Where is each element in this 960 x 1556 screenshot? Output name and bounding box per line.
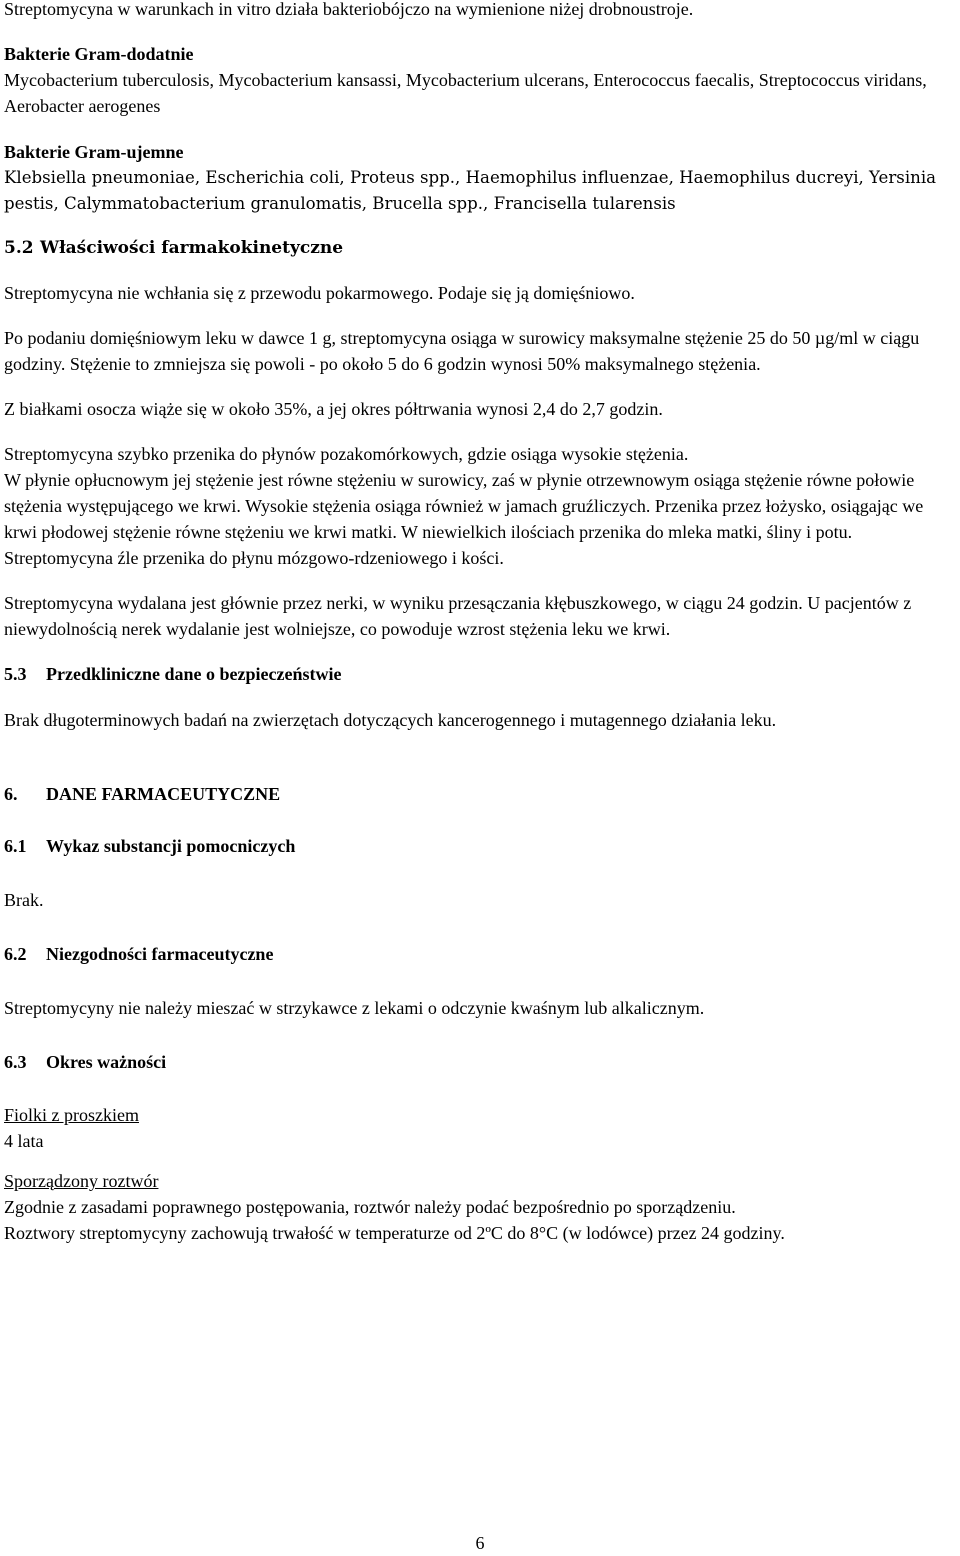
section-5-3-number: 5.3 bbox=[4, 664, 27, 684]
solution-line-2: Roztwory streptomycyny zachowują trwałość w temperaturze od 2ºC do 8°C (w lodówce) przez 24 godziny. bbox=[4, 1223, 785, 1243]
section-6-heading bbox=[4, 781, 956, 807]
intro-paragraph: Streptomycyna w warunkach in vitro działa bakteriobójczo na wymienione niżej drobnoustroje. bbox=[4, 0, 694, 19]
vials-shelf-life-block bbox=[4, 1102, 956, 1154]
section-5-3-title: Przedkliniczne dane o bezpieczeństwie bbox=[46, 664, 342, 684]
section-6-number: 6. bbox=[4, 784, 18, 804]
solution-shelf-life-block bbox=[4, 1168, 956, 1246]
section-6-2-title: Niezgodności farmaceutyczne bbox=[46, 944, 274, 964]
serum-concentration-paragraph: Po podaniu domięśniowym leku w dawce 1 g, streptomycyna osiąga w surowicy maksymalne stężenie 25 do 50 µg/ml w ciągu godziny. Stężenie to zmniejsza się powoli - po około 5 do 6 godzin wynosi 50% maksymalnego stężenia. bbox=[4, 328, 920, 374]
section-6-3-heading bbox=[4, 1049, 956, 1075]
section-6-3-title: Okres ważności bbox=[46, 1052, 167, 1072]
gram-positive-list: Mycobacterium tuberculosis, Mycobacterium kansassi, Mycobacterium ulcerans, Enterococcus faecalis, Streptococcus viridans, Aerobacter aerogenes bbox=[4, 70, 927, 116]
solution-line-1: Zgodnie z zasadami poprawnego postępowania, roztwór należy podać bezpośrednio po sporządzeniu. bbox=[4, 1197, 736, 1217]
section-6-2-heading bbox=[4, 941, 956, 967]
section-6-2-number: 6.2 bbox=[4, 944, 27, 964]
gram-positive-block bbox=[4, 41, 956, 119]
section-6-1-title: Wykaz substancji pomocniczych bbox=[46, 836, 296, 856]
section-5-2-title: Właściwości farmakokinetyczne bbox=[40, 238, 344, 258]
section-6-3-number: 6.3 bbox=[4, 1052, 27, 1072]
distribution-paragraph: W płynie opłucnowym jej stężenie jest równe stężeniu w surowicy, zaś w płynie otrzewnowym osiąga stężenie równe połowie stężenia występującego we krwi. Wysokie stężenia osiąga również w jamach gruźliczych. Przenika przez łożysko, osiągając we krwi płodowej stężenie równe stężeniu we krwi matki. W niewielkich ilościach przenika do mleka matki, śliny i potu. Streptomycyna źle przenika do płynu mózgowo-rdzeniowego i kości. bbox=[4, 470, 924, 568]
section-6-title: DANE FARMACEUTYCZNE bbox=[46, 784, 281, 804]
section-5-2-heading bbox=[4, 235, 956, 261]
solution-label: Sporządzony roztwór bbox=[4, 1171, 159, 1191]
protein-binding-paragraph: Z białkami osocza wiąże się w około 35%, a jej okres półtrwania wynosi 2,4 do 2,7 godzin. bbox=[4, 399, 663, 419]
gram-negative-block bbox=[4, 139, 956, 217]
section-6-1-number: 6.1 bbox=[4, 836, 27, 856]
distribution-paragraph-lead: Streptomycyna szybko przenika do płynów pozakomórkowych, gdzie osiąga wysokie stężenia. bbox=[4, 444, 689, 464]
absorption-paragraph: Streptomycyna nie wchłania się z przewodu pokarmowego. Podaje się ją domięśniowo. bbox=[4, 283, 635, 303]
gram-negative-heading: Bakterie Gram-ujemne bbox=[4, 142, 184, 162]
section-5-2-number: 5.2 bbox=[4, 238, 34, 258]
section-6-1-heading bbox=[4, 833, 956, 859]
excipients-text: Brak. bbox=[4, 890, 44, 910]
section-5-3-heading bbox=[4, 661, 956, 687]
preclinical-paragraph: Brak długoterminowych badań na zwierzętach dotyczących kancerogennego i mutagennego działania leku. bbox=[4, 710, 777, 730]
vials-label: Fiolki z proszkiem bbox=[4, 1105, 139, 1125]
vials-value: 4 lata bbox=[4, 1131, 44, 1151]
document-page bbox=[4, 0, 956, 1246]
excretion-paragraph: Streptomycyna wydalana jest głównie przez nerki, w wyniku przesączania kłębuszkowego, w ciągu 24 godzin. U pacjentów z niewydolnością nerek wydalanie jest wolniejsze, co powoduje wzrost stężenia leku we krwi. bbox=[4, 593, 912, 639]
incompatibilities-text: Streptomycyny nie należy mieszać w strzykawce z lekami o odczynie kwaśnym lub alkalicznym. bbox=[4, 998, 705, 1018]
gram-positive-heading: Bakterie Gram-dodatnie bbox=[4, 44, 194, 64]
page-number: 6 bbox=[475, 1533, 485, 1553]
gram-negative-list: Klebsiella pneumoniae, Escherichia coli, Proteus spp., Haemophilus influenzae, Haemophilus ducreyi, Yersinia pestis, Calymmatobacterium granulomatis, Brucella spp., Francisella tularensis bbox=[4, 168, 937, 213]
